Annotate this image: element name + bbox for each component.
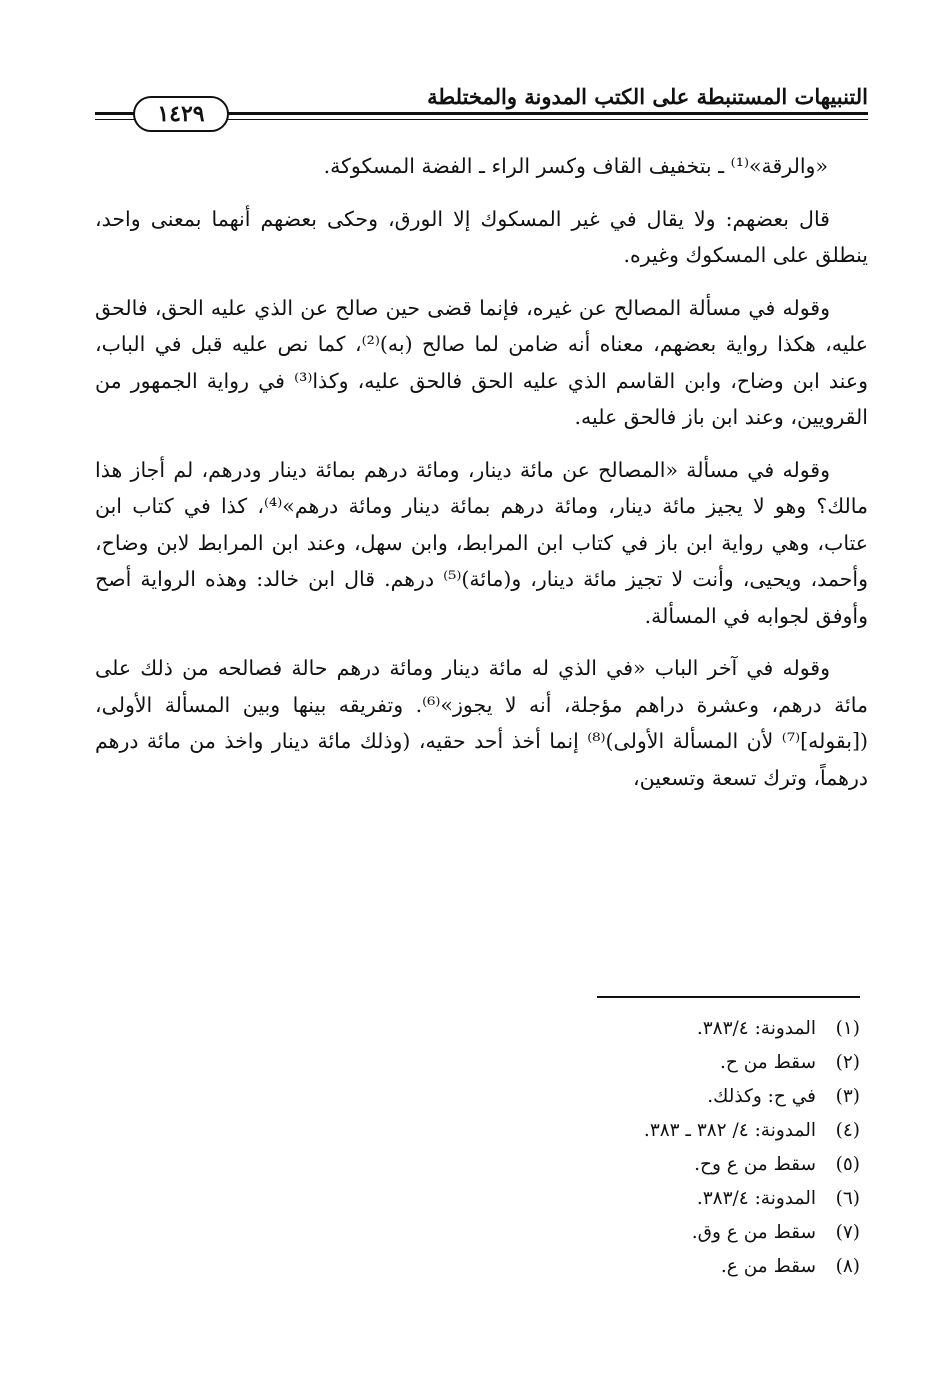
footnote (340, 1012, 860, 1046)
footnote-number: (٢) (835, 1052, 860, 1073)
footnote-text: في ح: وكذلك. (707, 1086, 816, 1107)
paragraph: «والرقة»⁽¹⁾ ـ بتخفيف القاف وكسر الراء ـ الفضة المسكوكة. (323, 154, 828, 178)
footnote (340, 1080, 860, 1114)
page-number: ١٤٢٩ (133, 96, 229, 132)
footnote-text: سقط من ح. (720, 1052, 816, 1073)
paragraph: وقوله في مسألة المصالح عن غيره، فإنما قضى حين صالح عن الذي عليه الحق، فالحق عليه، هكذا رواية بعضهم، معناه أنه ضامن لما صالح (به)⁽²⁾، كما نص عليه قبل في الباب، وعند ابن وضاح، وابن القاسم الذي عليه الحق فالحق عليه، وكذا⁽³⁾ في رواية الجمهور من القرويين، وعند ابن باز فالحق عليه. (95, 295, 868, 429)
footnote-number: (٧) (835, 1222, 860, 1243)
footnote (340, 1114, 860, 1148)
footnote-number: (٥) (835, 1154, 860, 1175)
footnote-number: (٨) (835, 1256, 860, 1277)
footnote-number: (١) (835, 1018, 860, 1039)
footnote-text: سقط من ع وح. (694, 1154, 816, 1175)
footnote-number: (٣) (835, 1086, 860, 1107)
footnote-number: (٦) (835, 1188, 860, 1209)
paragraph: قال بعضهم: ولا يقال في غير المسكوك إلا الورق، وحكى بعضهم أنهما بمعنى واحد، ينطلق على المسكوك وغيره. (95, 206, 868, 267)
footnote-separator (597, 996, 860, 998)
paragraph: وقوله في آخر الباب «في الذي له مائة دينار ومائة درهم حالة فصالحه من ذلك على مائة درهم، وعشرة دراهم مؤجلة، أنه لا يجوز»⁽⁶⁾. وتفريقه بينها وبين المسألة الأولى، ([بقوله]⁽⁷⁾ لأن المسألة الأولى)⁽⁸⁾ إنما أخذ أحد حقيه، (وذلك مائة دينار واخذ من مائة درهم درهماً، وترك تسعة وتسعين، (95, 656, 868, 790)
page-header (95, 78, 868, 128)
footnote (340, 1046, 860, 1080)
main-text (95, 148, 868, 812)
footnote (340, 1148, 860, 1182)
footnote (340, 1216, 860, 1250)
footnote-text: سقط من ع وق. (691, 1222, 816, 1243)
running-title: التنبيهات المستنبطة على الكتب المدونة والمختلطة (427, 84, 868, 109)
footnotes (340, 1012, 860, 1284)
paragraph: وقوله في مسألة «المصالح عن مائة دينار، ومائة درهم بمائة دينار ودرهم، لم أجاز هذا مالك؟ وهو لا يجيز مائة دينار، ومائة درهم بمائة دينار ومائة درهم»⁽⁴⁾، كذا في كتاب ابن عتاب، وهي رواية ابن باز في كتاب ابن المرابط، وابن سهل، وعند ابن المرابط لابن وضاح، وأحمد، ويحيى، وأنت لا تجيز مائة دينار، و(مائة)⁽⁵⁾ درهم. قال ابن خالد: وهذه الرواية أصح وأوفق لجوابه في المسألة. (95, 457, 868, 628)
footnote-number: (٤) (835, 1120, 860, 1141)
footnote-text: سقط من ع. (720, 1256, 816, 1277)
footnote-text: المدونة: ٤/ ٣٨٢ ـ ٣٨٣. (643, 1120, 816, 1141)
footnote-text: المدونة: ٣٨٣/٤. (696, 1018, 816, 1039)
footnote (340, 1250, 860, 1284)
footnote (340, 1182, 860, 1216)
footnote-text: المدونة: ٣٨٣/٤. (696, 1188, 816, 1209)
